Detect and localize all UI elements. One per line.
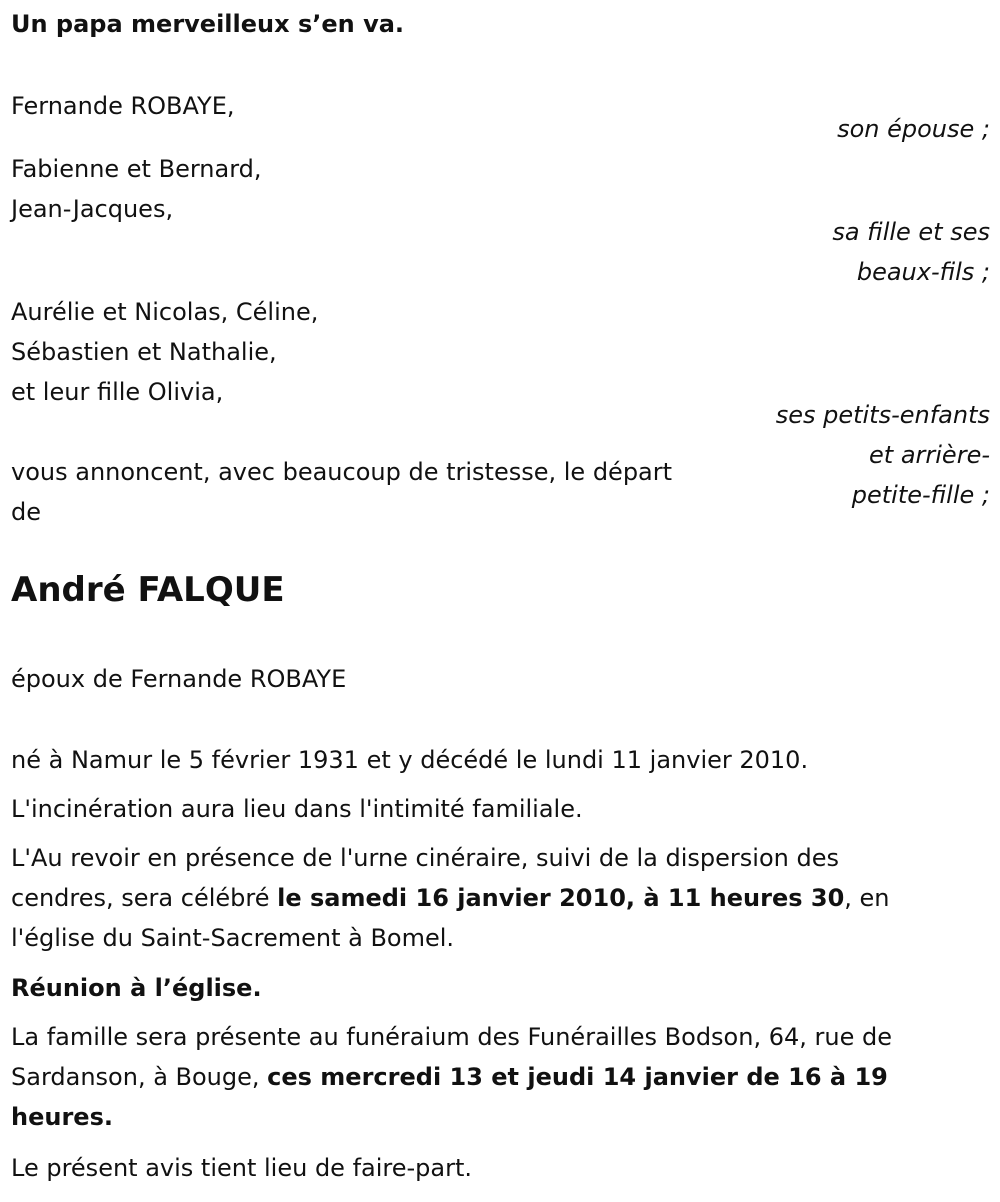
grandchildren-relation-2: et arrière-: [869, 441, 990, 469]
ceremony-paragraph: [11, 838, 986, 958]
ceremony-text: cendres, sera célébré: [11, 884, 278, 912]
announcement-line-2: de: [11, 498, 41, 526]
children-name-1: Fabienne et Bernard,: [11, 155, 262, 183]
grandchildren-name-1: Aurélie et Nicolas, Céline,: [11, 298, 319, 326]
ceremony-line-1: L'Au revoir en présence de l'urne cinéraire, suivi de la dispersion des: [11, 844, 839, 872]
ceremony-text-tail: , en: [844, 884, 890, 912]
visitation-line-1: La famille sera présente au funéraium des Funérailles Bodson, 64, rue de: [11, 1023, 892, 1051]
visitation-dates: ces mercredi 13 et jeudi 14 janvier de 16 à 19: [267, 1063, 888, 1091]
grandchildren-relation-1: ses petits-enfants: [775, 401, 990, 429]
birth-death-line: né à Namur le 5 février 1931 et y décédé le lundi 11 janvier 2010.: [11, 746, 809, 774]
visitation-line-2: [11, 1057, 986, 1097]
cremation-line: L'incinération aura lieu dans l'intimité familiale.: [11, 795, 583, 823]
notice-line: Le présent avis tient lieu de faire-part.: [11, 1154, 473, 1182]
children-name-2: Jean-Jacques,: [11, 195, 174, 223]
announcement-line-1: vous annoncent, avec beaucoup de tristesse, le départ: [11, 458, 673, 486]
spouse-name: Fernande ROBAYE,: [11, 92, 235, 120]
grandchildren-name-2: Sébastien et Nathalie,: [11, 338, 277, 366]
visitation-line-3: heures.: [11, 1103, 113, 1131]
grandchildren-relation-3: petite-fille ;: [851, 481, 990, 509]
spouse-relation: son épouse ;: [837, 115, 990, 143]
deceased-spouse-line: époux de Fernande ROBAYE: [11, 665, 347, 693]
obituary-header: Un papa merveilleux s’en va.: [11, 10, 405, 38]
visitation-place: Sardanson, à Bouge,: [11, 1063, 268, 1091]
ceremony-line-2: [11, 878, 986, 918]
deceased-name: André FALQUE: [11, 570, 285, 610]
visitation-paragraph: [11, 1017, 986, 1137]
children-relation-1: sa fille et ses: [832, 218, 990, 246]
grandchildren-name-3: et leur fille Olivia,: [11, 378, 224, 406]
ceremony-date: le samedi 16 janvier 2010, à 11 heures 30: [277, 884, 845, 912]
ceremony-line-3: l'église du Saint-Sacrement à Bomel.: [11, 924, 455, 952]
meeting-line: Réunion à l’église.: [11, 974, 262, 1002]
children-relation-2: beaux-fils ;: [856, 258, 990, 286]
